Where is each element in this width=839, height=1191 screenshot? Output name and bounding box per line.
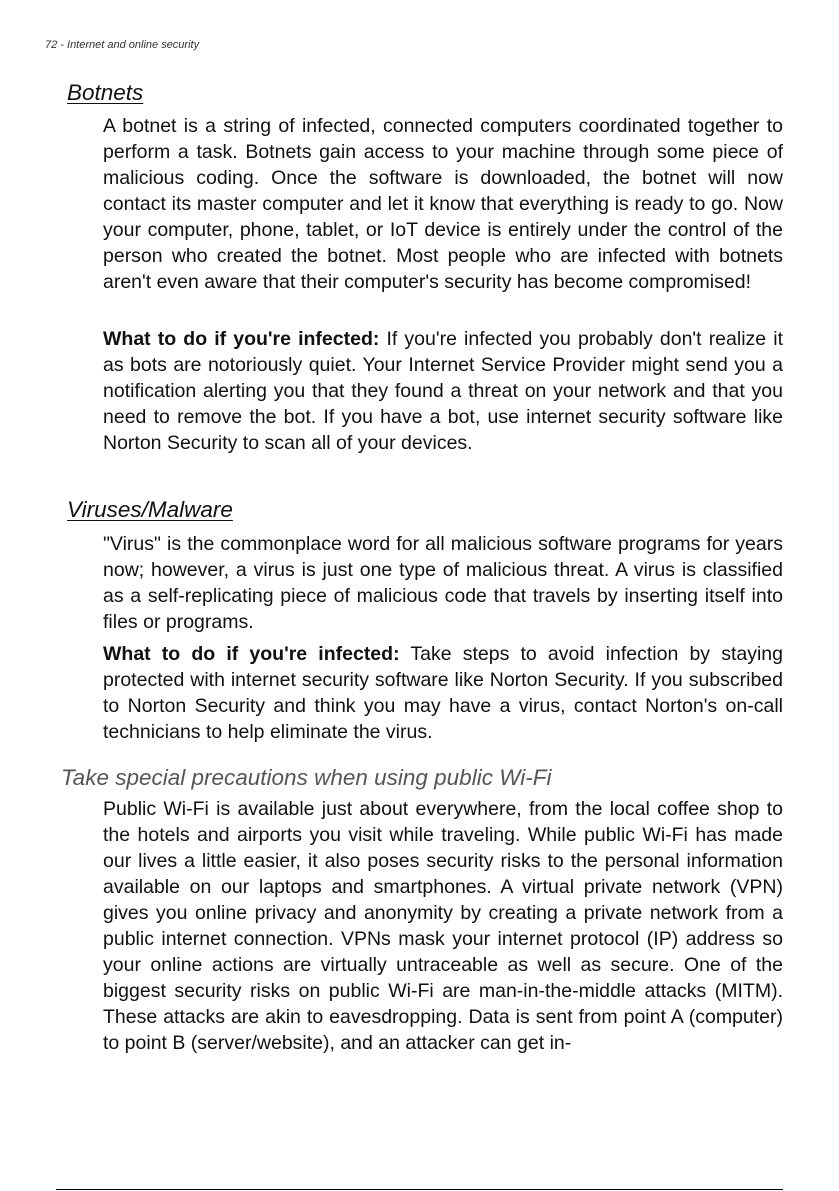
viruses-body: "Virus" is the commonplace word for all malicious software programs for years now; however, a virus is just one type of malicious threat. A virus is classified as a self-replicating piece of malicious code that travels by inserting itself into files or programs. (103, 533, 783, 633)
botnets-heading: Botnets (67, 80, 144, 105)
botnets-infected-text: If you're infected you probably don't realize it as bots are notoriously quiet. Your Internet Service Provider might send you a notification alerting you that they found a threat on your network and that you need to remove the bot. If you have a bot, use internet security software like Norton Security to scan all of your devices. (103, 328, 783, 454)
wifi-body: Public Wi-Fi is available just about everywhere, from the local coffee shop to the hotels and airports you visit while traveling. While public Wi-Fi has made our lives a little easier, it also poses security risks to the personal information available on our laptops and smartphones. A virtual private network (VPN) gives you online privacy and anonymity by creating a private network from a public internet connection. VPNs mask your internet protocol (IP) address so your online actions are virtually untraceable as well as secure. One of the biggest security risks on public Wi-Fi are man-in-the-middle attacks (MITM). These attacks are akin to eavesdropping. Data is sent from point A (computer) to point B (server/website), and an attacker can get in- (103, 798, 783, 1054)
viruses-heading: Viruses/Malware (67, 497, 233, 522)
botnets-infected-label: What to do if you're infected: (103, 328, 380, 350)
botnets-infected-paragraph (103, 326, 783, 456)
running-header: 72 - Internet and online security (45, 39, 200, 51)
botnets-body: A botnet is a string of infected, connected computers coordinated together to perform a task. Botnets gain access to your machine through some piece of malicious coding. Once the software is downloaded, the botnet will now contact its master computer and let it know that everything is ready to go. Now your computer, phone, tablet, or IoT device is entirely under the control of the person who created the botnet. Most people who are infected with botnets aren't even aware that their computer's security has become compromised! (103, 115, 783, 293)
viruses-infected-paragraph (103, 641, 783, 745)
footer-rule (56, 1189, 783, 1190)
viruses-infected-text: Take steps to avoid infection by staying protected with internet security software like Norton Security. If you subscribed to Norton Security and think you may have a virus, contact Norton's on-call technicians to help eliminate the virus. (103, 643, 783, 743)
wifi-section-heading: Take special precautions when using public Wi-Fi (61, 765, 552, 790)
viruses-infected-label: What to do if you're infected: (103, 643, 400, 665)
